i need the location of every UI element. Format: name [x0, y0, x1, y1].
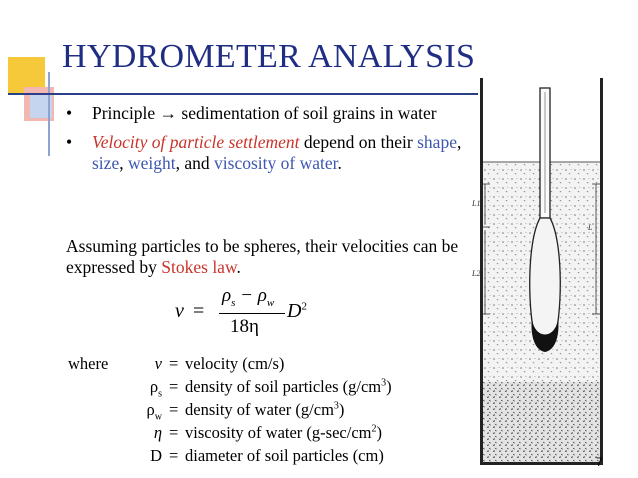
sub: s: [158, 388, 162, 400]
assumption-text: Assuming particles to be spheres, their velocities can be expressed by: [66, 236, 459, 277]
def-desc: [185, 377, 392, 397]
sep-1: ,: [456, 132, 462, 152]
def-desc: [185, 400, 344, 420]
minus: −: [235, 285, 258, 306]
fraction-bar: [219, 313, 285, 314]
sediment-layer: [483, 382, 600, 462]
label-l2: L2: [472, 269, 481, 278]
def-symbol: [112, 377, 162, 399]
bullet-principle-text: Principle → sedimentation of soil grains in water: [92, 103, 437, 123]
stokes-assumption: [66, 236, 461, 278]
page-number: 7: [596, 455, 603, 469]
exp: 2: [371, 423, 377, 435]
d-symbol: D: [287, 300, 302, 322]
bullet-marker: •: [66, 103, 73, 123]
rho: ρ: [146, 400, 155, 419]
close: ): [338, 400, 345, 419]
stokes-formula: [175, 285, 325, 341]
cylinder-right-wall: [600, 78, 603, 464]
sep-2: ,: [119, 153, 128, 173]
bullet-marker: •: [66, 132, 73, 152]
def-desc: diameter of soil particles (cm): [185, 446, 384, 465]
cylinder-base: [480, 462, 603, 465]
rho-s: ρ: [222, 285, 232, 306]
weight-highlight: weight: [127, 153, 176, 173]
formula-lhs: v: [175, 300, 184, 322]
def-symbol: v: [154, 354, 162, 373]
def-desc: velocity (cm/s): [185, 354, 285, 373]
bullet-velocity: [66, 132, 466, 174]
def-symbol: D: [150, 446, 162, 465]
def-equals: =: [169, 400, 179, 419]
desc-text: viscosity of water (g-sec/cm: [185, 423, 372, 442]
bullet-end: .: [337, 153, 342, 173]
viscosity-highlight: viscosity of water: [214, 153, 338, 173]
size-highlight: size: [92, 153, 120, 173]
desc-text: density of soil particles (g/cm: [185, 377, 382, 396]
decor-vertical-line: [48, 72, 50, 156]
bullet-list: [66, 103, 466, 182]
velocity-plain: depend on their: [299, 132, 413, 152]
desc-text: density of water (g/cm: [185, 400, 334, 419]
where-label: where: [68, 354, 109, 373]
assumption-end: .: [236, 257, 241, 277]
rho: ρ: [149, 377, 159, 396]
def-symbol: [112, 400, 162, 422]
title-underline: [8, 93, 478, 95]
formula-equals: =: [193, 300, 205, 322]
def-equals: =: [169, 423, 179, 442]
def-equals: =: [169, 446, 179, 465]
sep-3: , and: [175, 153, 215, 173]
close: ): [376, 423, 382, 442]
formula-numerator: [222, 285, 274, 309]
rho-w: ρ: [257, 285, 267, 306]
stokes-law-highlight: Stokes law: [161, 257, 237, 277]
exp: 3: [333, 400, 339, 412]
formula-denominator: 18η: [230, 316, 259, 337]
sub: w: [154, 411, 162, 423]
label-l1: L1: [472, 199, 481, 208]
def-equals: =: [169, 354, 179, 373]
hydrometer-illustration: [456, 78, 606, 468]
label-l: L: [588, 223, 593, 232]
bullet-principle: [66, 103, 466, 124]
shape-highlight: shape: [417, 132, 457, 152]
exp: 3: [381, 377, 387, 389]
sub-w: w: [266, 296, 275, 309]
d-exponent: 2: [301, 300, 307, 313]
def-desc: [185, 423, 382, 443]
def-equals: =: [169, 377, 179, 396]
slide-title: HYDROMETER ANALYSIS: [62, 38, 476, 75]
sub-s: s: [231, 296, 236, 309]
formula-diameter: [287, 300, 307, 323]
close: ): [386, 377, 392, 396]
velocity-highlight: Velocity of particle settlement: [92, 132, 300, 152]
def-symbol: η: [153, 423, 162, 442]
